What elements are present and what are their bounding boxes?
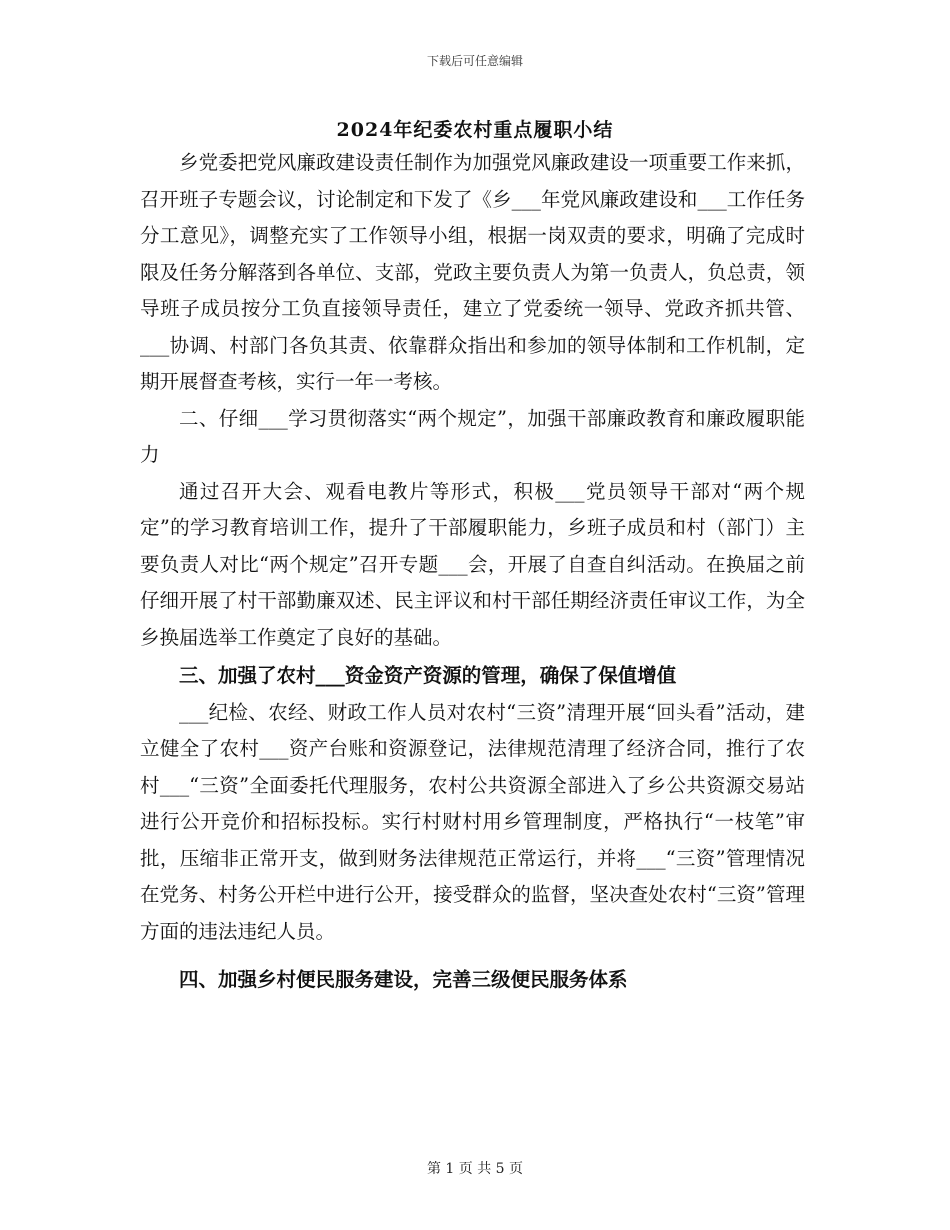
page-number: 第 1 页 共 5 页	[426, 1161, 524, 1177]
paragraph-section-3: ___纪检、农经、财政工作人员对农村“三资”清理开展“回头看”活动，建立健全了农村___资产台账和资源登记，法律规范清理了经济合同，推行了农村___“三资”全面委托代理服务，农村公共资源全部进入了乡公共资源交易站进行公开竞价和招标投标。实行村财村用乡管理制度，严格执行“一枝笔”审批，压缩非正常开支，做到财务法律规范正常运行，并将___“三资”管理情况在党务、村务公开栏中进行公开，接受群众的监督，坚决查处农村“三资”管理方面的违法违纪人员。	[140, 700, 805, 943]
page-header-note: 下载后可任意编辑	[426, 54, 523, 68]
paragraph-section-2: 通过召开大会、观看电教片等形式，积极___党员领导干部对“两个规定”的学习教育培训工作，提升了干部履职能力，乡班子成员和村（部门）主要负责人对比“两个规定”召开专题___会，开展了自查自纠活动。在换届之前仔细开展了村干部勤廉双述、民主评议和村干部任期经济责任审议工作，为全乡换届选举工作奠定了良好的基础。	[140, 479, 805, 649]
document-body	[140, 145, 805, 999]
section-heading-3: 三、加强了农村___资金资产资源的管理，确保了保值增值	[179, 664, 677, 687]
document-title: 2024年纪委农村重点履职小结	[336, 119, 614, 141]
paragraph-intro: 乡党委把党风廉政建设责任制作为加强党风廉政建设一项重要工作来抓，召开班子专题会议，讨论制定和下发了《乡___年党风廉政建设和___工作任务分工意见》，调整充实了工作领导小组，根据一岗双责的要求，明确了完成时限及任务分解落到各单位、支部，党政主要负责人为第一负责人，负总责，领导班子成员按分工负直接领导责任，建立了党委统一领导、党政齐抓共管、___协调、村部门各负其责、依靠群众指出和参加的领导体制和工作机制，定期开展督查考核，实行一年一考核。	[140, 151, 805, 393]
section-heading-2: 二、仔细___学习贯彻落实“两个规定”，加强干部廉政教育和廉政履职能力	[140, 406, 805, 466]
section-heading-4: 四、加强乡村便民服务建设，完善三级便民服务体系	[179, 968, 628, 991]
